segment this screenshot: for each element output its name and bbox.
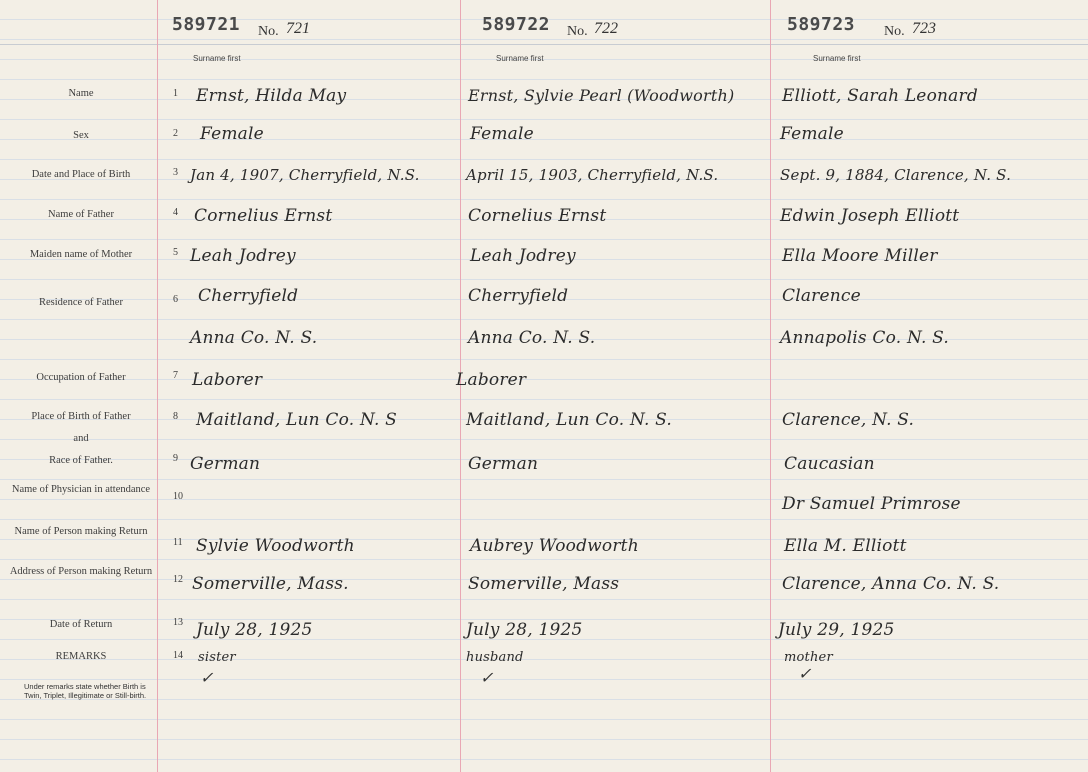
column-divider <box>770 0 771 772</box>
entry-informant: Ella M. Elliott <box>784 536 907 556</box>
entry-sex: Female <box>470 124 534 144</box>
entry-sex: Female <box>780 124 844 144</box>
row-number: 1 <box>173 88 178 99</box>
entry-birth: Jan 4, 1907, Cherryfield, N.S. <box>190 166 420 184</box>
entry-informant: Aubrey Woodworth <box>470 536 639 556</box>
surname-note: Surname first <box>193 54 241 63</box>
entry-father: Edwin Joseph Elliott <box>780 206 960 226</box>
register-number: 723 <box>912 20 936 37</box>
entry-name: Elliott, Sarah Leonard <box>782 86 978 106</box>
entry-remarks: sister <box>198 650 236 665</box>
label-occupation: Occupation of Father <box>36 372 126 383</box>
entry-informant-address: Somerville, Mass <box>468 574 620 594</box>
certificate-number: 589723 <box>787 14 856 35</box>
register-number: 722 <box>594 20 618 37</box>
label-father-birthplace: Place of Birth of Father <box>31 411 131 422</box>
label-physician: Name of Physician in attendance <box>11 484 151 495</box>
entry-race: German <box>468 454 539 474</box>
entry-birth: Sept. 9, 1884, Clarence, N. S. <box>780 166 1012 184</box>
entry-residence: Cherryfield <box>198 286 299 306</box>
row-number: 12 <box>173 574 183 585</box>
label-race: Race of Father. <box>49 455 113 466</box>
entry-return-date: July 28, 1925 <box>196 620 313 640</box>
row-number: 2 <box>173 128 178 139</box>
label-remarks: REMARKS <box>55 651 107 662</box>
row-number: 7 <box>173 370 178 381</box>
entry-mother: Leah Jodrey <box>470 246 576 266</box>
row-number: 10 <box>173 491 183 502</box>
entry-father: Cornelius Ernst <box>194 206 333 226</box>
entry-occupation: Laborer <box>192 370 263 390</box>
row-number: 8 <box>173 411 178 422</box>
entry-occupation: Laborer <box>456 370 527 390</box>
entry-name: Ernst, Sylvie Pearl (Woodworth) <box>468 86 735 105</box>
label-mother: Maiden name of Mother <box>29 249 133 260</box>
entry-race: German <box>190 454 261 474</box>
label-birth: Date and Place of Birth <box>31 169 131 180</box>
entry-residence-county: Anna Co. N. S. <box>190 328 318 348</box>
label-informant: Name of Person making Return <box>14 526 148 537</box>
surname-note: Surname first <box>813 54 861 63</box>
check-mark: ✓ <box>200 668 214 687</box>
entry-father-birthplace: Maitland, Lun Co. N. S <box>196 410 398 430</box>
entry-residence-county: Anna Co. N. S. <box>468 328 596 348</box>
check-mark: ✓ <box>480 668 494 687</box>
row-number: 4 <box>173 207 178 218</box>
row-number: 14 <box>173 650 183 661</box>
column-divider <box>157 0 158 772</box>
entry-race: Caucasian <box>784 454 875 474</box>
entry-informant-address: Clarence, Anna Co. N. S. <box>782 574 1000 594</box>
entry-father-birthplace: Clarence, N. S. <box>782 410 915 430</box>
label-father: Name of Father <box>48 209 114 220</box>
register-number: 721 <box>286 20 310 37</box>
check-mark: ✓ <box>798 664 812 683</box>
row-number: 5 <box>173 247 178 258</box>
entry-name: Ernst, Hilda May <box>196 86 347 106</box>
entry-mother: Ella Moore Miller <box>782 246 938 266</box>
entry-birth: April 15, 1903, Cherryfield, N.S. <box>466 166 719 184</box>
label-sex: Sex <box>73 130 89 141</box>
header-divider <box>0 44 1088 45</box>
row-number: 11 <box>173 537 183 548</box>
row-number: 3 <box>173 167 178 178</box>
entry-return-date: July 28, 1925 <box>466 620 583 640</box>
entry-sex: Female <box>200 124 264 144</box>
label-residence: Residence of Father <box>39 297 123 308</box>
entry-residence-county: Annapolis Co. N. S. <box>780 328 950 348</box>
entry-mother: Leah Jodrey <box>190 246 296 266</box>
label-informant-address: Address of Person making Return <box>9 566 153 577</box>
certificate-number: 589721 <box>172 14 241 35</box>
row-number: 6 <box>173 294 178 305</box>
row-number: 9 <box>173 453 178 464</box>
entry-return-date: July 29, 1925 <box>778 620 895 640</box>
label-return-date: Date of Return <box>49 619 113 630</box>
entry-father-birthplace: Maitland, Lun Co. N. S. <box>466 410 673 430</box>
entry-remarks: husband <box>466 650 524 665</box>
entry-residence: Clarence <box>782 286 861 306</box>
remarks-footnote: Under remarks state whether Birth is Twin, Triplet, Illegitimate or Still-birth. <box>24 682 147 700</box>
label-name: Name <box>68 88 94 99</box>
entry-remarks: mother <box>784 650 833 665</box>
entry-physician: Dr Samuel Primrose <box>782 494 961 514</box>
surname-note: Surname first <box>496 54 544 63</box>
entry-informant-address: Somerville, Mass. <box>192 574 349 594</box>
no-label: No. <box>567 24 588 39</box>
label-and: and <box>73 433 89 444</box>
no-label: No. <box>884 24 905 39</box>
certificate-number: 589722 <box>482 14 551 35</box>
entry-father: Cornelius Ernst <box>468 206 607 226</box>
row-number: 13 <box>173 617 183 628</box>
no-label: No. <box>258 24 279 39</box>
entry-informant: Sylvie Woodworth <box>196 536 355 556</box>
entry-residence: Cherryfield <box>468 286 569 306</box>
